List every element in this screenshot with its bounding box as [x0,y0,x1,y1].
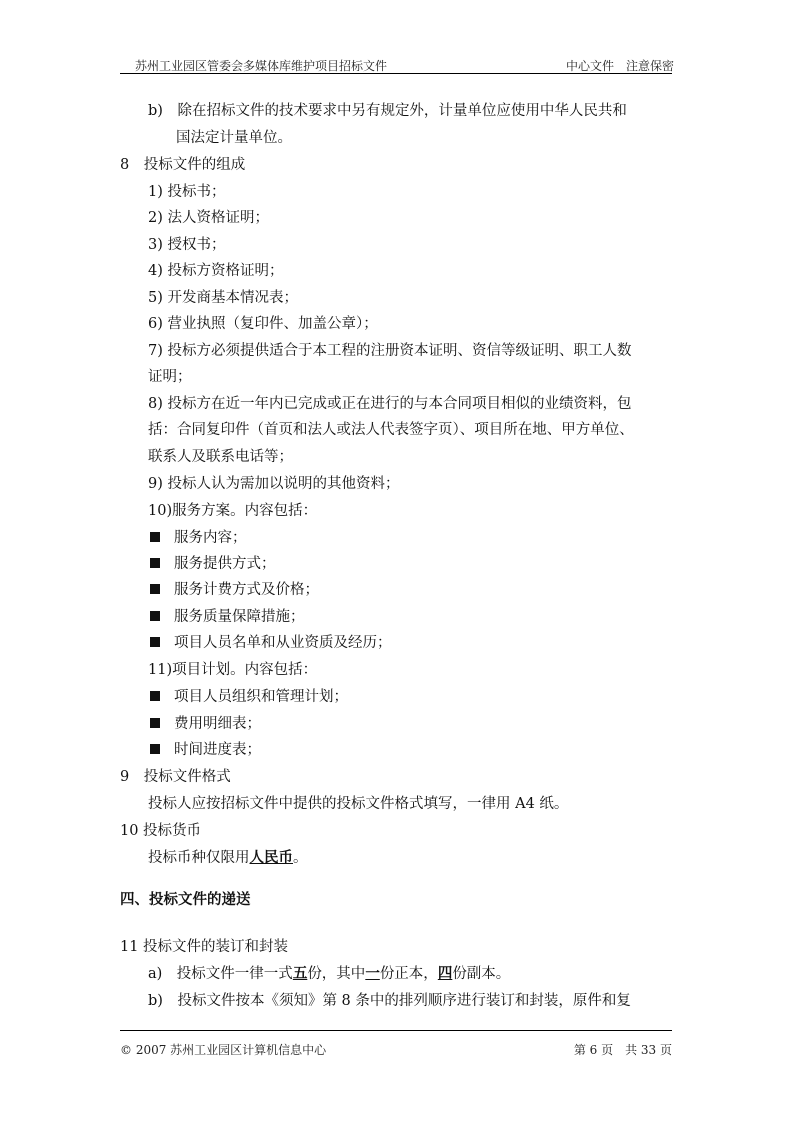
paragraph: a) 投标文件一律一式五份，其中一份正本，四份副本。 [148,965,511,982]
section-heading: 8 投标文件的组成 [120,157,246,173]
list-item: 9) 投标人认为需加以说明的其他资料； [148,476,400,492]
list-item: 4) 投标方资格证明； [148,263,284,279]
square-bullet-icon [150,558,160,568]
section-heading: 10 投标货币 [120,823,202,839]
square-bullet-icon [150,718,160,728]
paragraph: b) 投标文件按本《须知》第 8 条中的排列顺序进行装订和封装，原件和复 [148,993,631,1009]
bullet-item: 项目人员组织和管理计划； [150,687,348,707]
footer-divider [120,1030,672,1031]
bullet-item: 项目人员名单和从业资质及经历； [150,633,392,653]
square-bullet-icon [150,611,160,621]
list-item: 5) 开发商基本情况表； [148,290,298,306]
bullet-item: 服务内容； [150,528,247,548]
section-heading: 9 投标文件格式 [120,769,231,785]
header-confidential: 中心文件 注意保密 [565,59,674,73]
list-item: 11)项目计划。内容包括： [148,662,318,678]
list-item: 6) 营业执照（复印件、加盖公章）； [148,316,378,332]
list-item: 10)服务方案。内容包括： [148,503,318,519]
bullet-item: 费用明细表； [150,714,261,734]
list-item: 8) 投标方在近一年内已完成或正在进行的与本合同项目相似的业绩资料，包 [148,396,632,412]
list-item: 3) 授权书； [148,237,226,253]
section-heading: 11 投标文件的装订和封装 [120,939,289,955]
list-item: 7) 投标方必须提供适合于本工程的注册资本证明、资信等级证明、职工人数 [148,343,632,359]
square-bullet-icon [150,637,160,647]
list-item-cont: 括：合同复印件（首页和法人或法人代表签字页）、项目所在地、甲方单位、 [148,422,634,438]
text-line: 国法定计量单位。 [176,130,292,146]
header-title: 苏州工业园区管委会多媒体库维护项目招标文件 [135,59,388,73]
list-item: 1) 投标书； [148,184,226,200]
square-bullet-icon [150,691,160,701]
paragraph: 投标人应按招标文件中提供的投标文件格式填写，一律用 A4 纸。 [148,796,569,812]
bullet-item: 服务提供方式； [150,554,276,574]
list-item-cont: 联系人及联系电话等； [148,449,293,465]
square-bullet-icon [150,744,160,754]
header-divider [120,73,672,74]
chapter-heading: 四、投标文件的递送 [120,891,251,908]
list-item: 2) 法人资格证明； [148,210,269,226]
page-number: 第 6 页 共 33 页 [573,1043,672,1057]
underlined-currency: 人民币 [249,849,293,866]
text-line: b) 除在招标文件的技术要求中另有规定外，计量单位应使用中华人民共和 [148,103,627,119]
list-item-cont: 证明； [148,369,192,385]
square-bullet-icon [150,584,160,594]
square-bullet-icon [150,532,160,542]
paragraph: 投标币种仅限用人民币。 [148,849,308,866]
bullet-item: 时间进度表； [150,740,261,760]
bullet-item: 服务计费方式及价格； [150,580,319,600]
footer-copyright: © 2007 苏州工业园区计算机信息中心 [120,1043,327,1057]
bullet-item: 服务质量保障措施； [150,607,305,627]
